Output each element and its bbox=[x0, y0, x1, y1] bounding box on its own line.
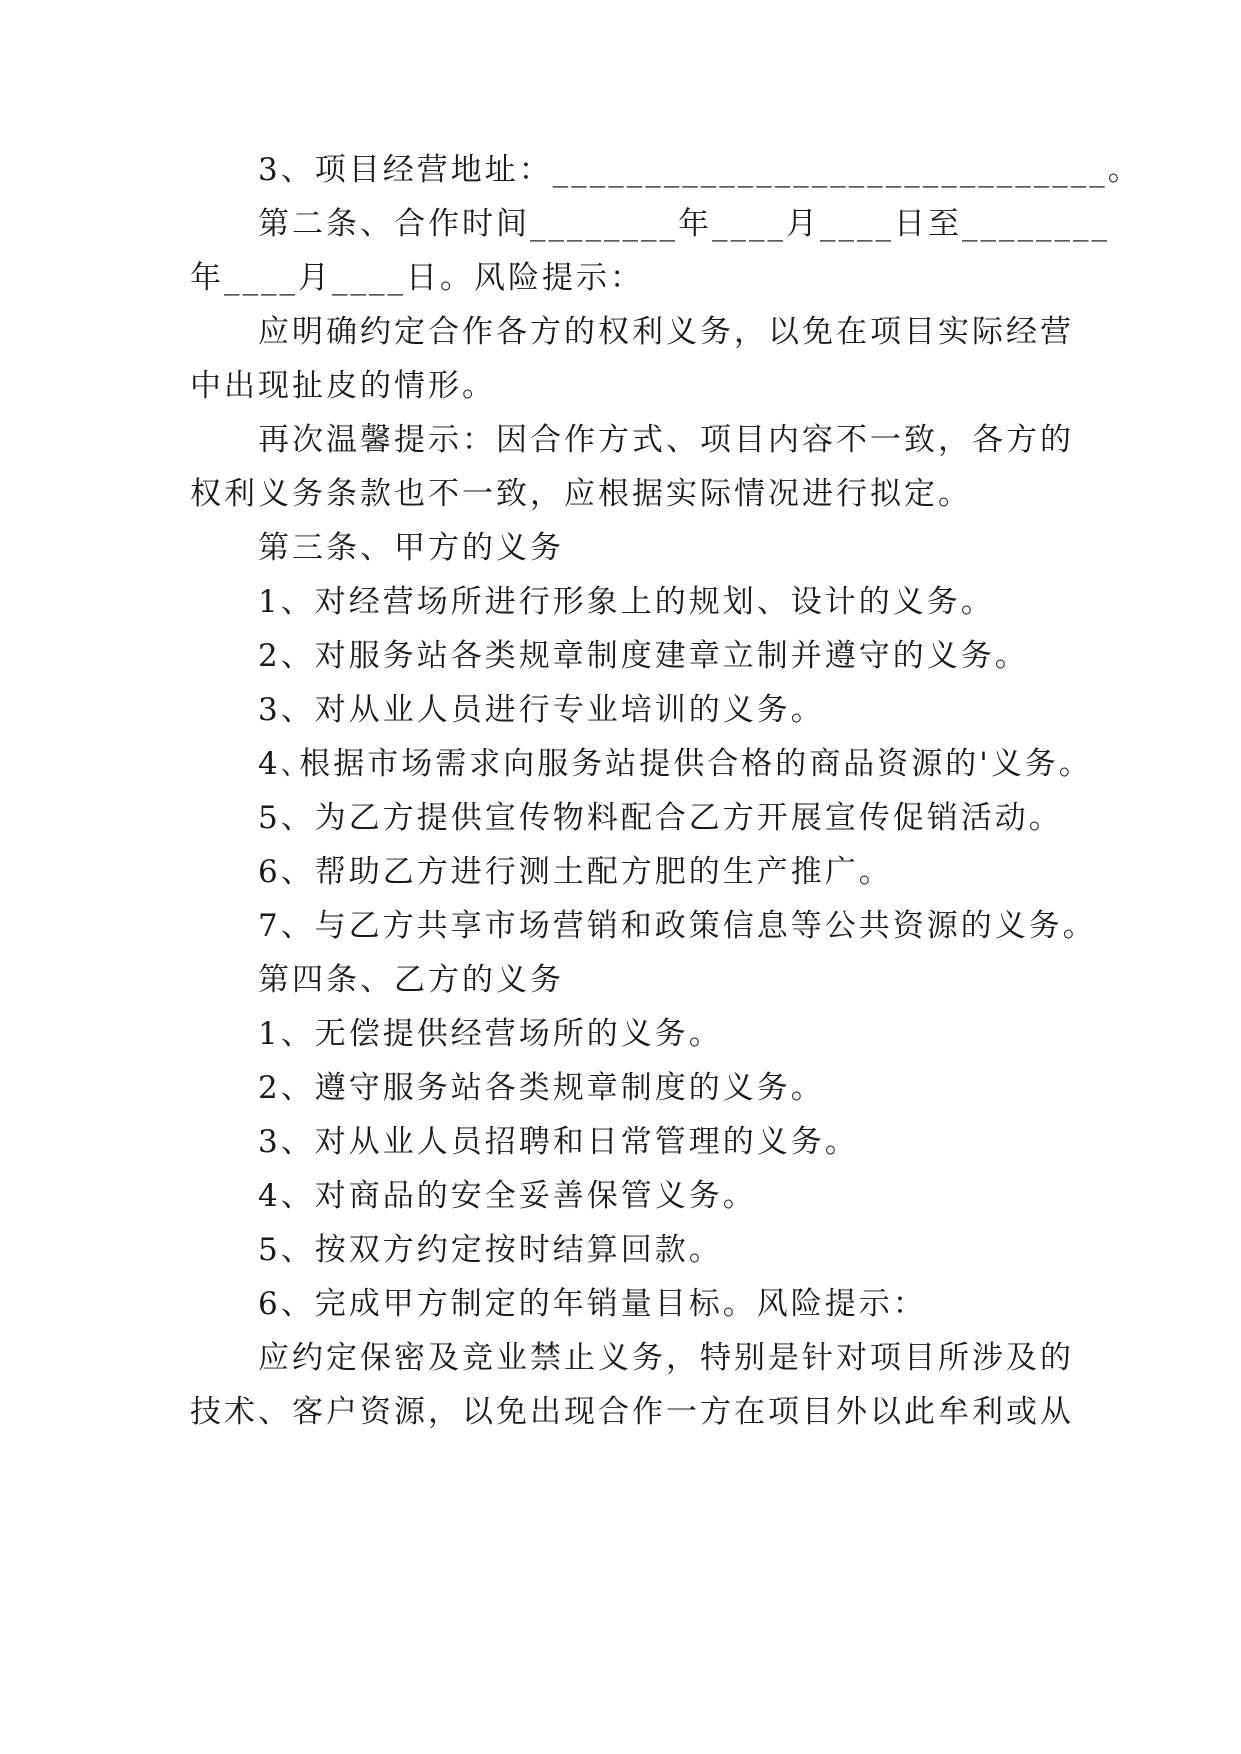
party-a-duty-7: 7、与乙方共享市场营销和政策信息等公共资源的义务。 bbox=[258, 908, 1097, 944]
confidentiality-note-line-1: 应约定保密及竞业禁止义务，特别是针对项目所涉及的 bbox=[258, 1340, 1074, 1376]
party-a-duty-1: 1、对经营场所进行形象上的规划、设计的义务。 bbox=[258, 584, 995, 620]
party-a-duty-5: 5、为乙方提供宣传物料配合乙方开展宣传促销活动。 bbox=[258, 800, 1063, 836]
risk-note-line-2: 中出现扯皮的情形。 bbox=[190, 368, 496, 404]
reminder-line-1: 再次温馨提示：因合作方式、项目内容不一致，各方的 bbox=[258, 422, 1074, 458]
party-b-duty-5: 5、按双方约定按时结算回款。 bbox=[258, 1232, 723, 1268]
party-b-duty-2: 2、遵守服务站各类规章制度的义务。 bbox=[258, 1070, 825, 1106]
party-b-duty-4: 4、对商品的安全妥善保管义务。 bbox=[258, 1178, 757, 1214]
party-a-duty-6: 6、帮助乙方进行测土配方肥的生产推广。 bbox=[258, 854, 893, 890]
party-b-duty-3: 3、对从业人员招聘和日常管理的义务。 bbox=[258, 1124, 859, 1160]
article-2-heading: 第二条、合作时间________年____月____日至________ bbox=[258, 206, 1110, 242]
party-a-duty-4: 4､根据市场需求向服务站提供合格的商品资源的'义务。 bbox=[258, 746, 1093, 782]
party-a-duty-3: 3、对从业人员进行专业培训的义务。 bbox=[258, 692, 825, 728]
confidentiality-note-line-2: 技术、客户资源，以免出现合作一方在项目外以此牟利或从 bbox=[190, 1394, 1074, 1430]
party-a-duty-2: 2、对服务站各类规章制度建章立制并遵守的义务。 bbox=[258, 638, 1029, 674]
clause-address-line: 3、项目经营地址：______________________________。 bbox=[258, 152, 1142, 188]
risk-note-line-1: 应明确约定合作各方的权利义务，以免在项目实际经营 bbox=[258, 314, 1074, 350]
article-2-date-line: 年____月____日。风险提示： bbox=[190, 260, 644, 296]
article-3-heading: 第三条、甲方的义务 bbox=[258, 530, 564, 566]
party-b-duty-6: 6、完成甲方制定的年销量目标。风险提示： bbox=[258, 1286, 927, 1322]
party-b-duty-1: 1、无偿提供经营场所的义务。 bbox=[258, 1016, 723, 1052]
article-4-heading: 第四条、乙方的义务 bbox=[258, 962, 564, 998]
reminder-line-2: 权利义务条款也不一致，应根据实际情况进行拟定。 bbox=[190, 476, 972, 512]
